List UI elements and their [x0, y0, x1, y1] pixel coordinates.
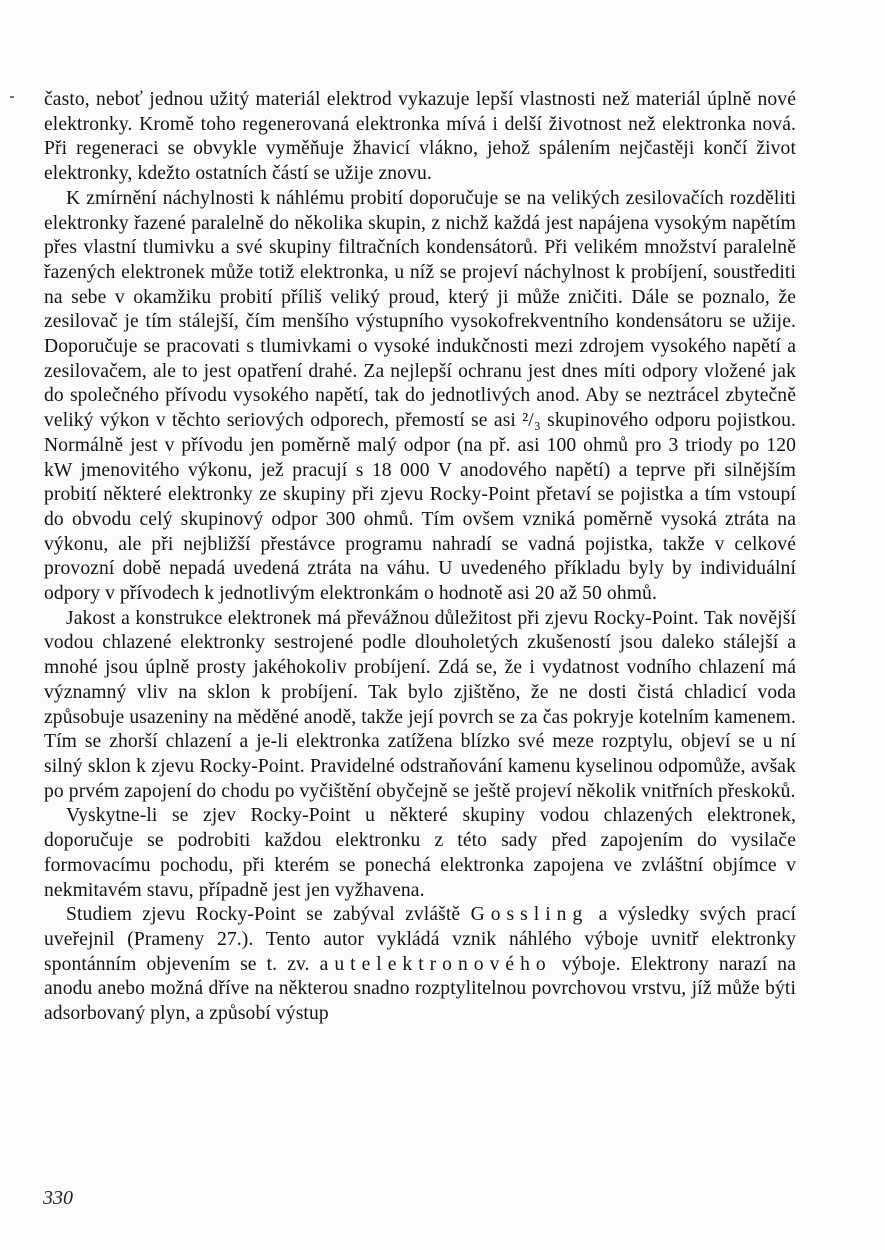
paragraph-4: Vyskytne-li se zjev Rocky-Point u některé skupiny vodou chlazených elektronek, doporučuje se podrobiti každou elektronku z této sady před zapojením do vysilače formovacímu pochodu, při kterém se ponechá elektronka zapojena ve zvláštní objímce v nekmitavém stavu, případně jest jen vyžhavena.	[44, 805, 796, 901]
page-number: 330	[43, 1187, 73, 1209]
paragraph-3: Jakost a konstrukce elektronek má převážnou důležitost při zjevu Rocky-Point. Tak novější vodou chlazené elektronky sestrojené podle dlouholetých zkušeností jsou daleko stálejší a mnohé jsou úplně prosty jakéhokoliv probíjení. Zdá se, že i vydatnost vodního chlazení má významný vliv na sklon k probíjení. Tak bylo zjištěno, že ne dosti čistá chladicí voda způsobuje usazeniny na měděné anodě, takže její povrch se za čas pokryje kotelním kamenem. Tím se zhorší chlazení a je-li elektronka zatížena blízko své meze rozptylu, objeví se u ní silný sklon k zjevu Rocky-Point. Pravidelné odstraňování kamenu kyselinou odpomůže, avšak po prvém zapojení do chodu po vyčištění obyčejně se ještě projeví několik vnitřních přeskoků.	[44, 607, 796, 802]
paragraph-5-text-before: Studiem zjevu Rocky-Point se zabýval zvláště	[66, 904, 471, 926]
paragraph-5	[44, 903, 796, 1027]
margin-dot	[10, 96, 14, 98]
paragraph-5-text-after: výboje. Elektrony narazí na anodu anebo možná dříve na některou snadno rozptylitelnou povrchovou vrstvu, jíž může býti adsorbovaný plyn, a způsobí výstup	[44, 953, 796, 1025]
author-name-spaced: Gossling	[470, 904, 589, 926]
paragraph-1: často, neboť jednou užitý materiál elektrod vykazuje lepší vlastnosti než materiál úplně nové elektronky. Kromě toho regenerovaná elektronka mívá i delší životnost než elektronka nová. Při regeneraci se obvykle vyměňuje žhavicí vlákno, jehož spálením nejčastěji končí život elektronky, kdežto ostatních částí se užije znovu.	[44, 89, 796, 185]
body-text	[44, 88, 796, 1027]
term-spaced: autelektronového	[319, 953, 552, 975]
paragraph-2: K zmírnění náchylnosti k náhlému probití doporučuje se na velikých zesilovačích rozděliti elektronky řazené paralelně do několika skupin, z nichž každá jest napájena vysokým napětím přes vlastní tlumivku a své skupiny filtračních kondensátorů. Při velikém množství paralelně řazených elektronek může totiž elektronka, u níž se projeví náchylnost k probíjení, soustřediti na sebe v okamžiku probití příliš veliký proud, který ji může zničiti. Dále se poznalo, že zesilovač je tím stálejší, čím menšího výstupního vysokofrekventního kondensátoru se užije. Doporučuje se pracovati s tlumivkami o vysoké indukčnosti mezi zdrojem vysokého napětí a zesilovačem, ale to jest opatření drahé. Za nejlepší ochranu jest dnes míti odpory vložené jak do společného přívodu vysokého napětí, tak do jednotlivých anod. Aby se neztrácel zbytečně veliký výkon v těchto seriových odporech, přemostí se asi ²/₃ skupinového odporu pojistkou. Normálně jest v přívodu jen poměrně malý odpor (na př. asi 100 ohmů pro 3 triody po 120 kW jmenovitého výkonu, jež pracují s 18 000 V anodového napětí) a teprve při silnějším probití některé elektronky ze skupiny při zjevu Rocky-Point přetaví se pojistka a tím vstoupí do obvodu celý skupinový odpor 300 ohmů. Tím ovšem vzniká poměrně vysoká ztráta na výkonu, ale při nejbližší přestávce programu nahradí se vadná pojistka, takže v celkové provozní době nepadá uvedená ztráta na váhu. U uvedeného příkladu byly by individuální odpory v přívodech k jednotlivým elektronkám o hodnotě asi 20 až 50 ohmů.	[44, 187, 796, 605]
paragraph-5-text-middle: a výsledky svých prací uveřejnil (Prameny 27.). Tento autor vykládá vznik náhlého výboje uvnitř elektronky spontánním objevením se t. zv.	[44, 904, 796, 975]
